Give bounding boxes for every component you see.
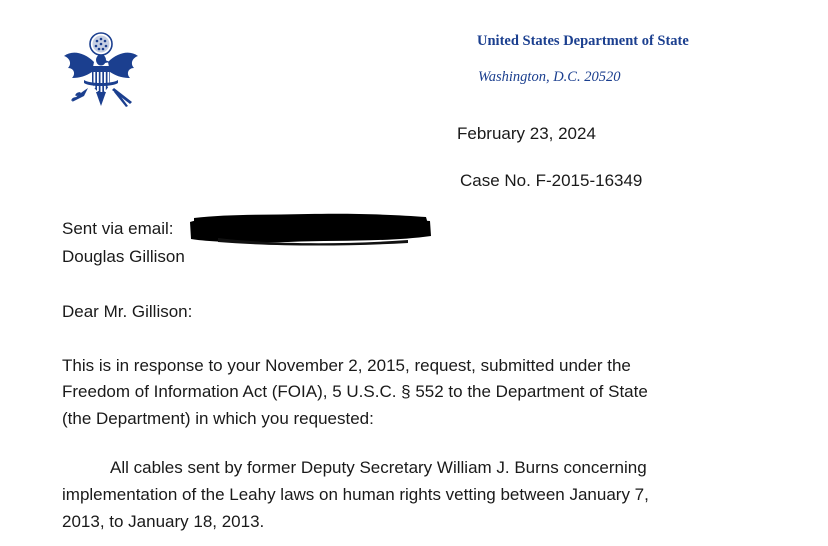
quoted-request-line: 2013, to January 18, 2013. [62,512,265,531]
redacted-email-block [188,212,433,246]
letter-date: February 23, 2024 [457,124,596,143]
quoted-request-line: implementation of the Leahy laws on human rights vetting between January 7, [62,485,649,504]
recipient-name: Douglas Gillison [62,247,185,266]
department-address: Washington, D.C. 20520 [478,69,621,85]
quoted-request-line: All cables sent by former Deputy Secretary William J. Burns concerning [110,458,647,477]
sent-via-label: Sent via email: [62,219,174,238]
case-number: Case No. F-2015-16349 [460,171,643,190]
paragraph-line: This is in response to your November 2, 2015, request, submitted under the [62,356,631,375]
paragraph-line: Freedom of Information Act (FOIA), 5 U.S.C. § 552 to the Department of State [62,382,648,401]
department-name: United States Department of State [477,33,689,49]
paragraph-line: (the Department) in which you requested: [62,409,374,428]
state-department-seal-icon [58,30,144,116]
salutation: Dear Mr. Gillison: [62,302,193,321]
